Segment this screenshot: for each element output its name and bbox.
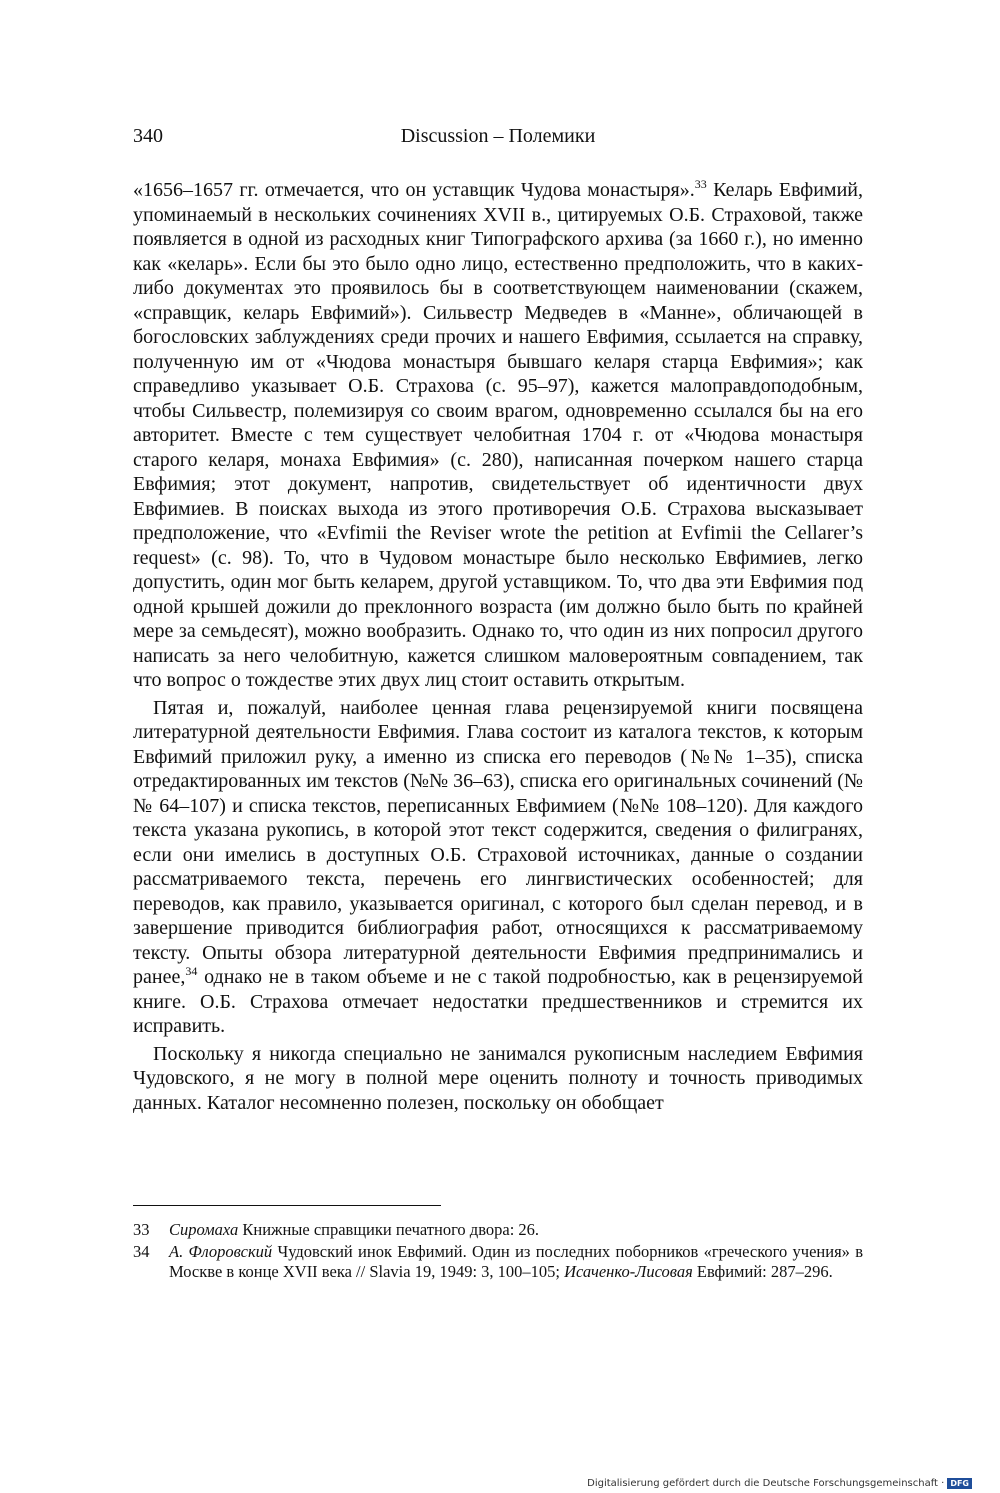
paragraph-2 xyxy=(133,696,863,1039)
paragraph-text: «1656–1657 гг. отмечается, что он уставщик Чудова монастыря». xyxy=(133,179,695,201)
footnote-author: Сиромаха xyxy=(169,1220,239,1239)
footnote-author: Исаченко-Лисовая xyxy=(564,1262,693,1281)
digitization-text: Digitalisierung gefördert durch die Deutsche Forschungsgemeinschaft · xyxy=(587,1478,945,1489)
paragraph-text: Пятая и, пожалуй, наиболее ценная глава рецензируемой книги посвящена литературной деятельности Евфимия. Глава состоит из каталога текстов, к которым Евфимий приложил руку, а именно из списка его переводов (№№ 1–35), списка отредактированных им текстов (№№ 36–63), списка его оригинальных сочинений (№№ 64–107) и списка текстов, переписанных Евфимием (№№ 108–120). Для каждого текста указана рукопись, в которой этот текст содержится, сведения о филигранях, если они имелись в доступных О.Б. Страховой источниках, данные о создании рассматриваемого текста, перечень его лингвистических особенностей; для переводов, как правило, указывается оригинал, с которого был сделан перевод, и в завершение приводится библиография работ, относящихся к рассматриваемому тексту. Опыты обзора литературной деятельности Евфимия предпринимались и ранее, xyxy=(133,696,863,988)
running-head: Discussion – Полемики xyxy=(400,125,596,147)
footnote-number: 33 xyxy=(133,1220,150,1239)
footnote-number: 34 xyxy=(133,1242,150,1261)
paragraph-3: Поскольку я никогда специально не занимался рукописным наследием Евфимия Чудовского, я не могу в полной мере оценить полноту и точность приводимых данных. Каталог несомненно полезен, поскольку он обобщает xyxy=(133,1042,863,1114)
page-number: 340 xyxy=(133,125,163,147)
dfg-logo-icon: DFG xyxy=(947,1478,972,1489)
paragraph-text: Келарь Евфимий, упоминаемый в нескольких сочинениях XVII в., цитируемых О.Б. Страховой, также появляется в одной из расходных книг Типографского архива (за 1660 г.), но именно как «келарь». Если бы это было одно лицо, естественно предположить, что в каких-либо документах это проявилось бы в соответствующем наименовании (скажем, «справщик, келарь Евфимий»). Сильвестр Медведев в «Манне», обличающей в богословских заблуждениях среди прочих и нашего Евфимия, ссылается на справку, полученную им от «Чюдова монастыря бывшаго келаря старца Евфимия»; как справедливо указывает О.Б. Страхова (с. 95–97), кажется малоправдоподобным, чтобы Сильвестр, полемизируя со своим врагом, одновременно ссылался бы на его авторитет. Вместе с тем существует челобитная 1704 г. от «Чюдова монастыря старого келаря, монаха Евфимия» (с. 280), написанная почерком нашего старца Евфимия; этот документ, напротив, свидетельствует об идентичности двух Евфимиев. В поисках выхода из этого противоречия О.Б. Страхова высказывает предположение, что «Evfimii the Reviser wrote the petition at Evfimii the Cellarer’s request» (с. 98). То, что в Чудовом монастыре было несколько Евфимиев, легко допустить, один мог быть келарем, другой уставщиком. То, что два эти Евфимия под одной крышей дожили до преклонного возраста (им должно было быть по крайней мере за семьдесят), можно вообразить. Однако то, что один из них попросил другого написать за него челобитную, кажется слишком маловероятным совпадением, так что вопрос о тождестве этих двух лиц стоит оставить открытым. xyxy=(133,179,863,691)
footnote-text: Чудовский инок Евфимий. Один из последних поборников «греческого учения» в Москве в конце XVII века // Slavia 19, 1949: 3, 100–105; xyxy=(169,1242,864,1281)
footnote-separator xyxy=(133,1205,441,1206)
footnote-text: Книжные справщики печатного двора: 26. xyxy=(238,1220,540,1239)
digitization-credit xyxy=(587,1478,972,1489)
footnotes xyxy=(133,1220,863,1282)
footnote-ref-34[interactable]: 34 xyxy=(185,964,198,978)
paragraph-1 xyxy=(133,178,863,693)
footnote-author: А. Флоровский xyxy=(169,1242,273,1261)
footnote-text: Евфимий: 287–296. xyxy=(692,1262,833,1281)
footnote-ref-33[interactable]: 33 xyxy=(694,177,707,191)
footnote-34 xyxy=(133,1242,863,1282)
paragraph-text: однако не в таком объеме и не с такой подробностью, как в рецензируемой книге. О.Б. Страхова отмечает недостатки предшественников и стремится их исправить. xyxy=(133,966,863,1037)
body-text xyxy=(133,178,863,1115)
footnote-33 xyxy=(133,1220,863,1240)
